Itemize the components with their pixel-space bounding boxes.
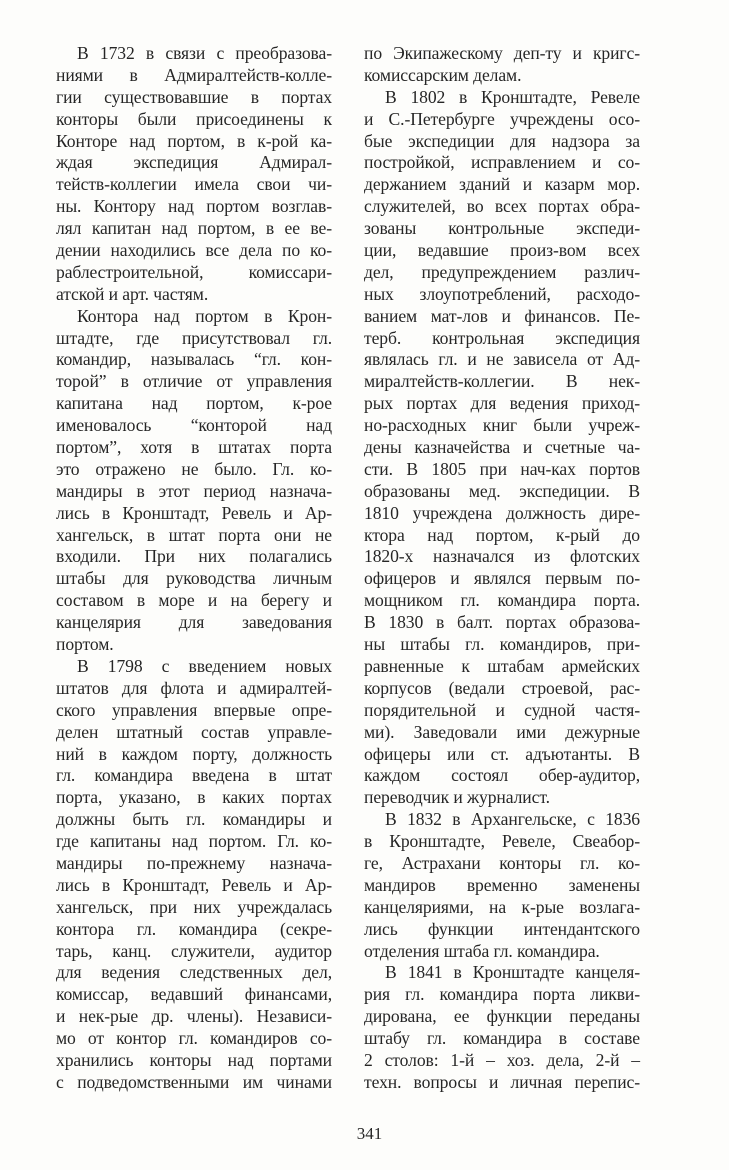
text-line: служителей, во всех портах обра- [364, 196, 640, 217]
text-line: портом”, хотя в штатах порта [56, 437, 332, 458]
text-line: В 1798 с введением новых [77, 655, 332, 676]
text-line: ны. Контору над портом возглав- [56, 196, 332, 217]
text-line: порта, указано, в каких портах [56, 787, 332, 808]
text-line: зованы контрольные экспеди- [364, 218, 640, 239]
text-line: переводчик и журналист. [364, 787, 550, 808]
text-line: ктора над портом, к-рый до [364, 524, 640, 545]
text-line: ждая экспедиция Адмирал- [56, 152, 332, 173]
text-line: конторы были присоединены к [56, 108, 332, 129]
text-line: ского управления впервые опре- [56, 699, 332, 720]
text-line: Контора над портом в Крон- [77, 305, 332, 326]
text-line: капитана над портом, к-рое [56, 393, 332, 414]
text-line: мощником гл. командира порта. [364, 590, 640, 611]
text-line: дирована, ее функции переданы [364, 1006, 640, 1027]
text-line: мандиры по-прежнему назнача- [56, 852, 332, 873]
text-line: мо от контор гл. командиров со- [56, 1028, 332, 1049]
text-line: канцелярия для заведования [56, 612, 332, 633]
text-line: В 1841 в Кронштадте канцеля- [385, 962, 640, 983]
text-line: лись функции интендантского [364, 918, 640, 939]
text-line: комиссарским делам. [364, 64, 522, 85]
text-line: ванием мат-лов и финансов. Пе- [364, 305, 640, 326]
text-line: В 1732 в связи с преобразова- [77, 43, 332, 63]
text-line: входили. При них полагались [56, 546, 332, 567]
text-line: где капитаны над портом. Гл. ко- [56, 831, 332, 852]
text-line: порядительной и судной частя- [364, 699, 640, 720]
text-line: гл. командира введена в штат [56, 765, 332, 786]
text-line: ми). Заведовали ими дежурные [364, 721, 640, 742]
text-line: 1820-х назначался из флотских [364, 546, 640, 567]
text-line: образованы мед. экспедиции. В [364, 480, 640, 501]
text-line: 2 столов: 1-й – хоз. дела, 2-й – [364, 1049, 640, 1070]
text-line: ных злоупотреблений, расходо- [364, 283, 640, 304]
text-line: В 1830 в балт. портах образова- [364, 612, 640, 633]
text-line: ны штабы гл. командиров, при- [364, 634, 640, 655]
text-line: атской и арт. частям. [56, 283, 209, 304]
text-line: дел, предупреждением различ- [364, 261, 640, 282]
text-line: штадте, где присутствовал гл. [56, 327, 332, 348]
text-line: офицеров и являлся первым по- [364, 568, 640, 589]
text-line: тейств-коллегии имела свои чи- [56, 174, 332, 195]
text-line: бые экспедиции для надзора за [364, 130, 640, 151]
text-line: рых портах для ведения приход- [364, 393, 640, 414]
text-line: раблестроительной, комиссари- [56, 261, 332, 282]
text-line: офицеры или ст. адъютанты. В [364, 743, 640, 764]
text-line: штатов для флота и адмиралтей- [56, 677, 332, 698]
text-line: гии существовавшие в портах [56, 86, 332, 107]
text-line: постройкой, исправлением и со- [364, 152, 640, 173]
text-line: хангельск, в штат порта они не [56, 524, 332, 545]
text-line: контора гл. командира (секре- [56, 918, 332, 939]
text-line: и С.-Петербурге учреждены осо- [364, 108, 640, 129]
text-line: тарь, канц. служители, аудитор [56, 940, 332, 961]
text-line: торой” в отличие от управления [56, 371, 332, 392]
text-line: в Кронштадте, Ревеле, Свеабор- [364, 831, 640, 852]
text-line: комиссар, ведавший финансами, [56, 984, 332, 1005]
text-line: лись в Кронштадт, Ревель и Ар- [56, 502, 332, 523]
text-line: но-расходных книг были учреж- [364, 415, 640, 436]
text-line: делен штатный состав управле- [56, 721, 332, 742]
text-line: портом. [56, 634, 114, 655]
text-line: ниями в Адмиралтейств-колле- [56, 64, 332, 85]
text-line: дены казначейства и счетные ча- [364, 437, 640, 458]
text-column-right [364, 43, 640, 1094]
text-line: должны быть гл. командиры и [56, 809, 332, 830]
text-line: это отражено не было. Гл. ко- [56, 458, 332, 479]
text-line: для ведения следственных дел, [56, 962, 332, 983]
text-line: мандиров временно заменены [364, 874, 640, 895]
text-line: сти. В 1805 при нач-ках портов [364, 458, 640, 479]
text-line: и нек-рые др. члены). Независи- [56, 1006, 332, 1027]
text-line: штабы для руководства личным [56, 568, 332, 589]
text-line: командир, называлась “гл. кон- [56, 349, 332, 370]
text-line: дении находились все дела по ко- [56, 240, 332, 261]
text-line: В 1832 в Архангельске, с 1836 [385, 809, 640, 830]
text-line: лял капитан над портом, в ее ве- [56, 218, 332, 239]
text-line: с подведомственными им чинами [56, 1071, 332, 1092]
text-line: штабу гл. командира в составе [364, 1028, 640, 1049]
text-line: держанием зданий и казарм мор. [364, 174, 640, 195]
text-line: являлась гл. и не зависела от Ад- [364, 349, 640, 370]
text-line: хангельск, при них учреждалась [56, 896, 332, 917]
text-line: отделения штаба гл. командира. [364, 940, 600, 961]
text-line: лись в Кронштадт, Ревель и Ар- [56, 874, 332, 895]
text-line: 1810 учреждена должность дире- [364, 502, 640, 523]
text-line: терб. контрольная экспедиция [364, 327, 640, 348]
text-line: ний в каждом порту, должность [56, 743, 332, 764]
text-line: мандиры в этот период назнача- [56, 480, 332, 501]
text-line: равненные к штабам армейских [364, 655, 640, 676]
text-line: составом в море и на берегу и [56, 590, 332, 611]
text-line: ции, ведавшие произ-вом всех [364, 240, 640, 261]
text-line: Конторе над портом, в к-рой ка- [56, 130, 332, 151]
text-line: по Экипажескому деп-ту и кригс- [364, 43, 640, 63]
text-line: канцеляриями, на к-рые возлага- [364, 896, 640, 917]
text-line: хранились конторы над портами [56, 1049, 332, 1070]
text-line: каждом состоял обер-аудитор, [364, 765, 640, 786]
text-line: корпусов (ведали строевой, рас- [364, 677, 640, 698]
page-number: 341 [356, 1124, 383, 1143]
text-line: именовалось “конторой над [56, 415, 332, 436]
text-column-left [56, 43, 332, 1094]
text-line: техн. вопросы и личная перепис- [364, 1071, 640, 1092]
text-line: В 1802 в Кронштадте, Ревеле [385, 86, 640, 107]
text-line: рия гл. командира порта ликви- [364, 984, 640, 1005]
text-line: ге, Астрахани конторы гл. ко- [364, 852, 640, 873]
text-line: миралтейств-коллегии. В нек- [364, 371, 640, 392]
